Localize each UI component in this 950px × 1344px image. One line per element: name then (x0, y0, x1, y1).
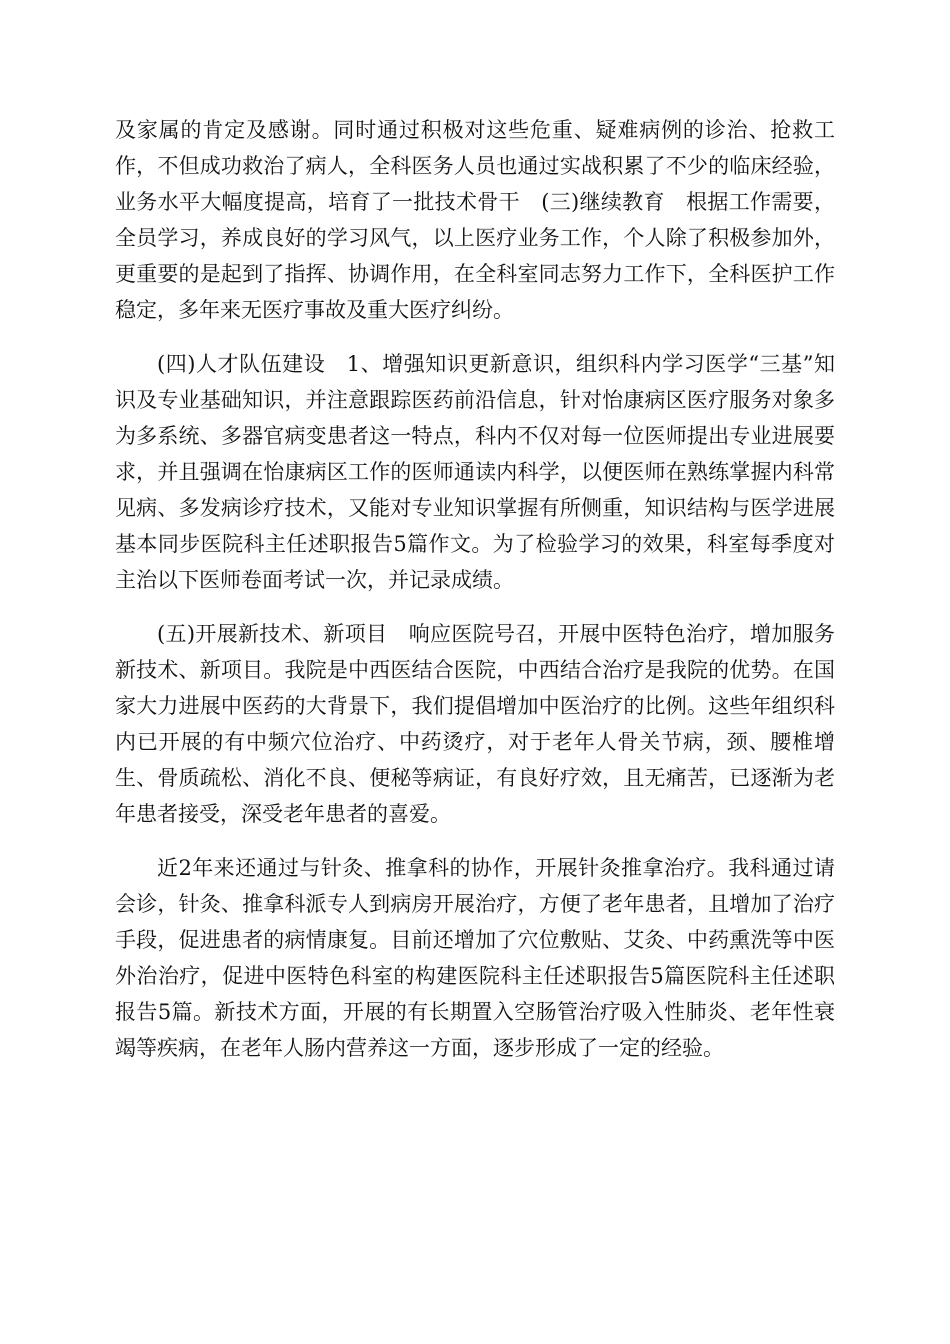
paragraph-1: 及家属的肯定及感谢。同时通过积极对这些危重、疑难病例的诊治、抢救工作，不但成功救治了病人，全科医务人员也通过实战积累了不少的临床经验，业务水平大幅度提高，培育了一批技术骨干 (三)继续教育 根据工作需要，全员学习，养成良好的学习风气，以上医疗业务工作，个人除了积极参加外，更重要的是起到了指挥、协调作用，在全科室同志努力工作下，全科医护工作稳定，多年来无医疗事故及重大医疗纠纷。 (115, 118, 835, 322)
document-page (115, 112, 835, 1066)
paragraph-2: (四)人才队伍建设 1、增强知识更新意识，组织科内学习医学“三基”知识及专业基础知识，并注意跟踪医药前沿信息，针对怡康病区医疗服务对象多为多系统、多器官病变患者这一特点，科内不仅对每一位医师提出专业进展要求，并且强调在怡康病区工作的医师通读内科学，以便医师在熟练掌握内科常见病、多发病诊疗技术，又能对专业知识掌握有所侧重，知识结构与医学进展基本同步医院科主任述职报告5篇作文。为了检验学习的效果，科室每季度对主治以下医师卷面考试一次，并记录成绩。 (115, 352, 835, 592)
paragraph-3: (五)开展新技术、新项目 响应医院号召，开展中医特色治疗，增加服务新技术、新项目。我院是中西医结合医院，中西结合治疗是我院的优势。在国家大力进展中医药的大背景下，我们提倡增加中医治疗的比例。这些年组织科内已开展的有中频穴位治疗、中药烫疗，对于老年人骨关节病，颈、腰椎增生、骨质疏松、消化不良、便秘等病证，有良好疗效，且无痛苦，已逐渐为老年患者接受，深受老年患者的喜爱。 (115, 622, 835, 826)
paragraph-4: 近2年来还通过与针灸、推拿科的协作，开展针灸推拿治疗。我科通过请会诊，针灸、推拿科派专人到病房开展治疗，方便了老年患者，且增加了治疗手段，促进患者的病情康复。目前还增加了穴位敷贴、艾灸、中药熏洗等中医外治治疗，促进中医特色科室的构建医院科主任述职报告5篇医院科主任述职报告5篇。新技术方面，开展的有长期置入空肠管治疗吸入性肺炎、老年性衰竭等疾病，在老年人肠内营养这一方面，逐步形成了一定的经验。 (115, 856, 835, 1060)
